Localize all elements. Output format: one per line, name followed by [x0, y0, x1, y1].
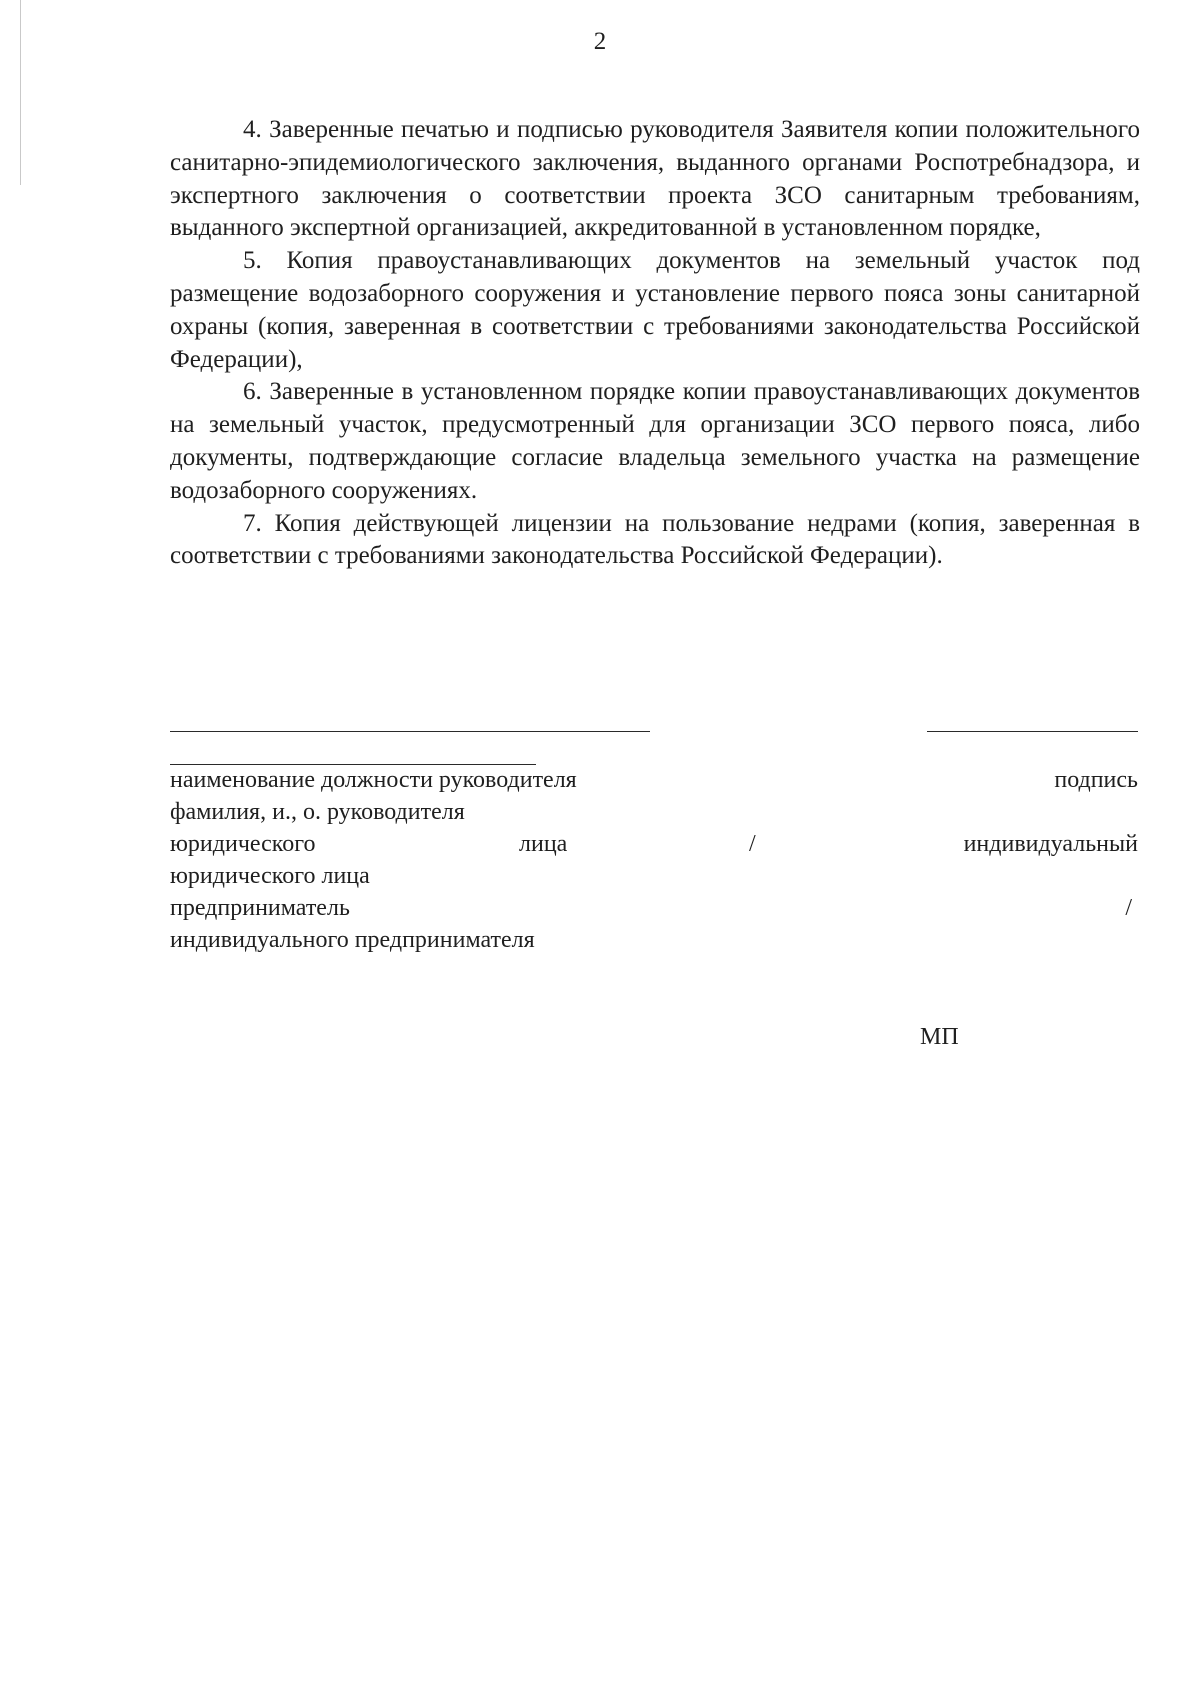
- legal-entity-full: юридического лица: [170, 863, 370, 889]
- paragraph-item-4: 4. Заверенные печатью и подписью руководителя Заявителя копии положительного санитарно-эпидемиологического заключения, выданного органами Роспотребнадзора, и экспертного заключения о соответствии проекта ЗСО санитарным требованиям, выданного экспертной организацией, аккредитованной в установленном порядке,: [170, 116, 1140, 242]
- signature-line: [927, 731, 1138, 732]
- signature-label: подпись: [1054, 767, 1138, 793]
- paragraph-item-6: 6. Заверенные в установленном порядке копии правоустанавливающих документов на земельный участок, предусмотренный для организации ЗСО первого пояса, либо документы, подтверждающие согласие владельца земельного участка на размещение водозаборного сооружениях.: [170, 378, 1140, 504]
- stamp-place-label: МП: [920, 1024, 959, 1050]
- paragraph-item-5: 5. Копия правоустанавливающих документов на земельный участок под размещение водозаборного сооружения и установление первого пояса зоны санитарной охраны (копия, заверенная в соответствии с требованиями законодательства Российской Федерации),: [170, 247, 1140, 373]
- legal-entity-word: юридического: [170, 831, 316, 857]
- face-word: лица: [519, 831, 568, 857]
- entrepreneur-word: предприниматель: [170, 895, 350, 921]
- name-label: фамилия, и., о. руководителя: [170, 799, 465, 825]
- slash-separator: /: [749, 831, 756, 857]
- individual-entrepreneur-full: индивидуального предпринимателя: [170, 927, 535, 953]
- individual-word: индивидуальный: [963, 831, 1138, 857]
- position-label: наименование должности руководителя: [170, 767, 577, 793]
- page-number: 2: [593, 28, 607, 55]
- document-body: [170, 114, 1140, 573]
- position-signature-line: [170, 731, 650, 732]
- paragraph-item-7: 7. Копия действующей лицензии на пользование недрами (копия, заверенная в соответствии с требованиями законодательства Российской Федерации).: [170, 509, 1140, 570]
- slash-separator-end: /: [1125, 895, 1132, 921]
